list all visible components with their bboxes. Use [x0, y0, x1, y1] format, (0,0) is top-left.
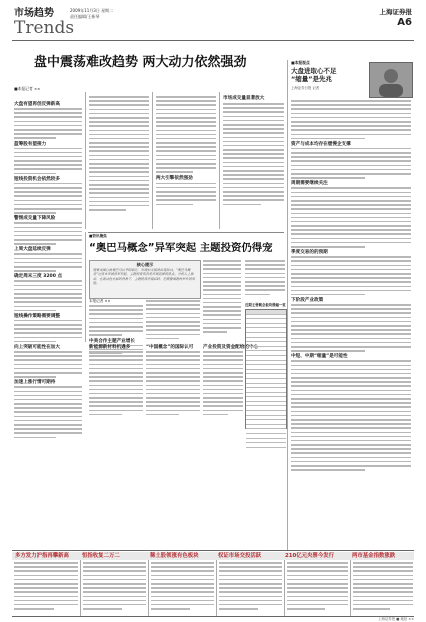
feature-column — [245, 260, 285, 300]
text-lines — [14, 386, 82, 438]
subhead: 资产与成本均存在缓慢企支撑 — [291, 141, 351, 147]
column-rule — [85, 232, 86, 342]
text-lines — [203, 260, 241, 333]
text-lines — [14, 222, 82, 245]
subhead: 加速上涨行情可期待 — [14, 380, 56, 386]
text-lines — [89, 351, 143, 415]
paper-name: 上海证券报 — [379, 8, 412, 16]
box-title: 大盘进取心不足 “缩量”是先兆 — [291, 67, 337, 83]
subhead: 确定周末三度 3200 点 — [14, 274, 63, 280]
box-byline: 上海证券日报 记者 — [291, 86, 320, 90]
subhead: 市场成交量显著放大 — [223, 96, 265, 101]
article-column — [223, 96, 284, 226]
text-lines — [291, 256, 411, 295]
box-photo — [369, 62, 413, 98]
subhead: 产业投资及资金配给的中心 — [203, 345, 259, 350]
column-rule — [85, 92, 86, 229]
text-lines — [291, 360, 411, 470]
text-lines — [353, 562, 413, 610]
bottom-column — [219, 562, 282, 614]
box-body — [291, 100, 411, 540]
article-column — [89, 96, 149, 226]
text-lines — [14, 148, 82, 175]
text-lines — [14, 320, 82, 343]
column-head: 两市基金指数涨跌 — [352, 552, 396, 559]
deck-title: 核心提示 — [136, 262, 154, 267]
text-lines — [14, 280, 82, 311]
text-lines — [151, 562, 214, 610]
date-line: 2009年11月3日 星期二 — [70, 8, 114, 13]
subhead: 中短、中期“缩量”是可能性 — [291, 354, 348, 360]
text-lines — [219, 562, 282, 610]
text-lines — [291, 148, 411, 179]
text-lines — [89, 96, 149, 211]
subhead: 警惕成交量下降风险 — [14, 216, 56, 222]
column-head: 权证市场交投活跃 — [218, 552, 262, 559]
column-head: 多方发力沪指再攀新高 — [15, 552, 69, 559]
main-headline: 盘中震荡难改趋势 两大动力依然强劲 — [34, 55, 247, 70]
text-lines — [146, 300, 200, 339]
column-rule — [350, 560, 351, 616]
commentary-box — [291, 60, 413, 550]
column-head: 恒指收复二万二 — [82, 552, 120, 559]
text-lines — [14, 351, 82, 378]
footer-text: 上海证券报 ■ 地址 ×× — [378, 617, 414, 621]
column-rule — [216, 560, 217, 616]
left-column — [14, 92, 82, 549]
text-lines — [223, 103, 284, 205]
feature-column — [203, 260, 241, 340]
text-lines — [146, 351, 200, 415]
bottom-column — [151, 562, 214, 614]
section-label-en: Trends — [14, 18, 75, 38]
column-head: 210亿元央票今发行 — [285, 552, 334, 559]
deck-text: 随着美国总统奥巴马访华的临近，市场相关板块出现异动。“奥巴马概念”在资本市场异军突起，主题投资依然是市场追捧的热点。分析人士指出，在流动性充裕的背景下，主题投资仍将活跃，但需警惕题材炒作的风险。 — [93, 268, 195, 286]
feature-rule — [88, 232, 284, 233]
text-lines — [245, 260, 285, 295]
masthead — [12, 8, 414, 40]
text-lines — [287, 562, 348, 610]
column-rule — [152, 92, 153, 229]
section-label: 市场趋势 — [14, 8, 54, 19]
bottom-column — [14, 562, 78, 614]
box-tag: ■本报视点 — [291, 60, 310, 65]
text-lines — [156, 96, 216, 173]
concept-table — [245, 309, 287, 429]
column-rule — [284, 560, 285, 616]
bottom-column — [287, 562, 348, 614]
feature-column — [146, 345, 200, 425]
text-lines — [14, 108, 82, 139]
text-lines — [89, 305, 143, 336]
article-column — [156, 96, 216, 226]
subhead: 新能源新材料机遇多 — [89, 345, 131, 350]
text-lines — [291, 304, 411, 352]
bottom-column — [353, 562, 413, 614]
text-lines — [14, 183, 82, 214]
text-lines — [203, 351, 243, 415]
text-lines — [14, 562, 78, 610]
text-lines — [156, 183, 216, 206]
subhead: 下阶段产业政策 — [291, 298, 324, 304]
subhead: 季度交易的的预期 — [291, 250, 328, 256]
table-title: 近期主要概念板块涨幅一览 — [245, 303, 286, 307]
masthead-rule — [12, 40, 414, 41]
subhead: “中国概念”的国际认可 — [146, 345, 194, 350]
feature-byline: 本报记者 ×× — [89, 299, 111, 303]
subhead: 蓝筹股有望接力 — [14, 141, 47, 147]
bottom-column — [83, 562, 146, 614]
feature-column — [146, 300, 200, 343]
subhead: 两大引擎依然强劲 — [156, 175, 193, 181]
feature-deck — [89, 260, 201, 299]
subhead: 向上突破可能性在加大 — [14, 345, 60, 350]
bottom-section-rule — [12, 550, 414, 551]
feature-column — [89, 345, 143, 425]
subhead: 大盘有望再创反弹新高 — [14, 102, 60, 107]
subhead: 周期需要继续关注 — [291, 181, 328, 187]
column-rule — [80, 560, 81, 616]
page-number: A6 — [397, 17, 412, 28]
column-rule — [287, 60, 288, 550]
text-lines — [83, 562, 146, 610]
feature-column — [203, 345, 259, 425]
text-lines — [291, 100, 411, 139]
editor-line: 责任编辑/王新琴 — [70, 14, 100, 19]
column-rule — [219, 92, 220, 229]
subhead: 短线投资机会依然较多 — [14, 176, 60, 182]
subhead: 中美合作主题产业增长 — [89, 338, 135, 344]
subhead: 短线操作策略需要调整 — [14, 313, 60, 319]
feature-headline: “奥巴马概念”异军突起 主题投资仍得宠 — [89, 242, 273, 254]
column-head: 稀土股领涨有色板块 — [150, 552, 199, 559]
text-lines — [14, 253, 82, 271]
feature-column — [89, 305, 143, 343]
column-rule — [148, 560, 149, 616]
subhead: 上周大盘延续反弹 — [14, 247, 51, 253]
bottom-headers — [12, 552, 414, 560]
portrait-photo — [370, 63, 412, 97]
feature-tag: ■资讯聚焦 — [89, 234, 107, 238]
byline: ■本报记者 ×× — [14, 86, 41, 91]
text-lines — [291, 187, 411, 247]
